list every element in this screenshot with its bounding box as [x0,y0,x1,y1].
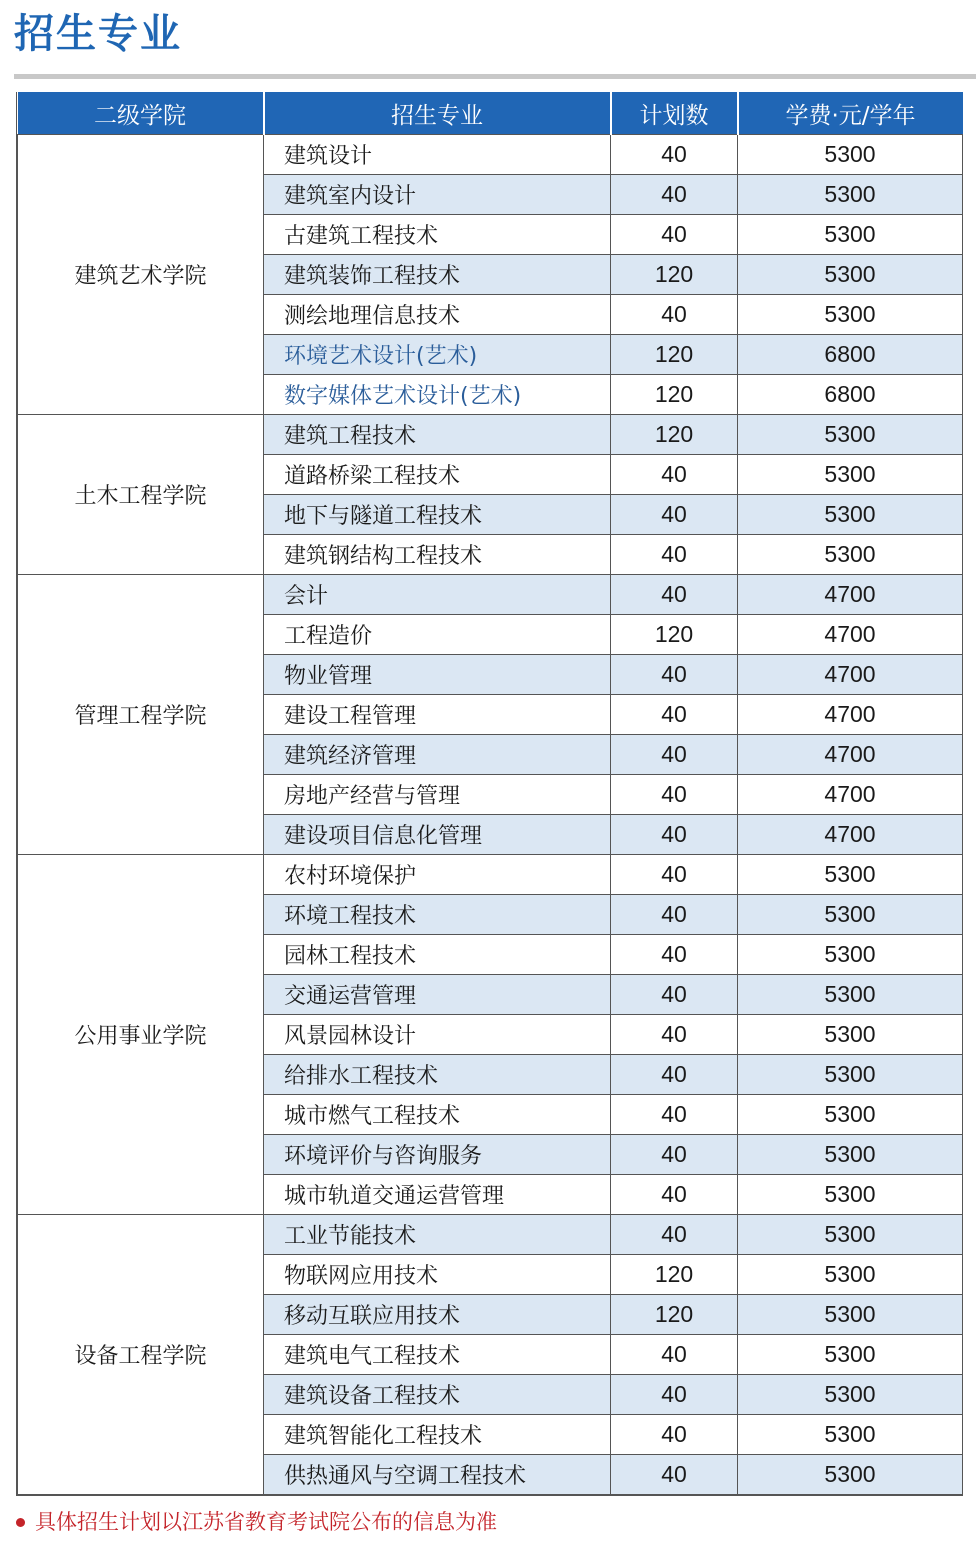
tuition-fee-cell: 5300 [738,1335,963,1375]
plan-count-cell: 40 [611,855,738,895]
tuition-fee-cell: 5300 [738,535,963,575]
plan-count-cell: 40 [611,935,738,975]
plan-count-cell: 40 [611,575,738,615]
major-cell: 风景园林设计 [264,1015,611,1055]
tuition-fee-cell: 5300 [738,1135,963,1175]
major-cell: 会计 [264,575,611,615]
tuition-fee-cell: 4700 [738,615,963,655]
table-body [18,135,963,1495]
header-college: 二级学院 [18,92,264,135]
plan-count-cell: 120 [611,615,738,655]
plan-count-cell: 40 [611,895,738,935]
college-cell: 设备工程学院 [18,1215,264,1495]
tuition-fee-cell: 4700 [738,655,963,695]
title-divider [14,74,976,79]
plan-count-cell: 40 [611,495,738,535]
major-cell: 环境艺术设计(艺术) [264,335,611,375]
plan-count-cell: 120 [611,255,738,295]
tuition-fee-cell: 5300 [738,1175,963,1215]
major-cell: 工业节能技术 [264,1215,611,1255]
table-header-row [18,92,963,135]
plan-count-cell: 40 [611,735,738,775]
major-cell: 城市燃气工程技术 [264,1095,611,1135]
tuition-fee-cell: 5300 [738,1095,963,1135]
college-cell: 土木工程学院 [18,415,264,575]
footnote [16,1508,497,1536]
tuition-fee-cell: 4700 [738,775,963,815]
major-cell: 测绘地理信息技术 [264,295,611,335]
major-cell: 建设项目信息化管理 [264,815,611,855]
plan-count-cell: 40 [611,695,738,735]
college-cell: 公用事业学院 [18,855,264,1215]
table-row [18,135,963,175]
plan-count-cell: 120 [611,1255,738,1295]
plan-count-cell: 40 [611,295,738,335]
plan-count-cell: 40 [611,1335,738,1375]
major-cell: 建筑设备工程技术 [264,1375,611,1415]
header-major: 招生专业 [264,92,611,135]
tuition-fee-cell: 5300 [738,1055,963,1095]
tuition-fee-cell: 5300 [738,975,963,1015]
tuition-fee-cell: 5300 [738,295,963,335]
table-row [18,855,963,895]
enrollment-table-container [16,92,963,1496]
plan-count-cell: 120 [611,1295,738,1335]
tuition-fee-cell: 5300 [738,415,963,455]
tuition-fee-cell: 6800 [738,335,963,375]
tuition-fee-cell: 5300 [738,935,963,975]
major-cell: 建筑电气工程技术 [264,1335,611,1375]
tuition-fee-cell: 6800 [738,375,963,415]
major-cell: 建筑室内设计 [264,175,611,215]
table-row [18,1215,963,1255]
plan-count-cell: 40 [611,1415,738,1455]
tuition-fee-cell: 5300 [738,895,963,935]
major-cell: 数字媒体艺术设计(艺术) [264,375,611,415]
tuition-fee-cell: 5300 [738,175,963,215]
tuition-fee-cell: 5300 [738,1455,963,1495]
plan-count-cell: 40 [611,135,738,175]
tuition-fee-cell: 5300 [738,1375,963,1415]
plan-count-cell: 40 [611,1095,738,1135]
plan-count-cell: 120 [611,335,738,375]
major-cell: 建筑装饰工程技术 [264,255,611,295]
tuition-fee-cell: 5300 [738,215,963,255]
major-cell: 园林工程技术 [264,935,611,975]
header-fee: 学费·元/学年 [738,92,963,135]
major-cell: 供热通风与空调工程技术 [264,1455,611,1495]
major-cell: 环境评价与咨询服务 [264,1135,611,1175]
tuition-fee-cell: 5300 [738,1215,963,1255]
tuition-fee-cell: 4700 [738,695,963,735]
college-cell: 管理工程学院 [18,575,264,855]
page-title: 招生专业 [14,11,182,57]
plan-count-cell: 40 [611,215,738,255]
major-cell: 建设工程管理 [264,695,611,735]
tuition-fee-cell: 5300 [738,455,963,495]
plan-count-cell: 40 [611,1215,738,1255]
plan-count-cell: 120 [611,375,738,415]
plan-count-cell: 40 [611,1455,738,1495]
major-cell: 建筑工程技术 [264,415,611,455]
tuition-fee-cell: 5300 [738,255,963,295]
tuition-fee-cell: 5300 [738,855,963,895]
major-cell: 给排水工程技术 [264,1055,611,1095]
tuition-fee-cell: 5300 [738,1015,963,1055]
major-cell: 工程造价 [264,615,611,655]
plan-count-cell: 40 [611,535,738,575]
college-cell: 建筑艺术学院 [18,135,264,415]
major-cell: 建筑智能化工程技术 [264,1415,611,1455]
tuition-fee-cell: 5300 [738,1255,963,1295]
plan-count-cell: 40 [611,1055,738,1095]
plan-count-cell: 40 [611,655,738,695]
bullet-dot-icon [16,1518,25,1527]
plan-count-cell: 40 [611,775,738,815]
major-cell: 物业管理 [264,655,611,695]
plan-count-cell: 40 [611,1015,738,1055]
major-cell: 环境工程技术 [264,895,611,935]
plan-count-cell: 40 [611,975,738,1015]
table-row [18,415,963,455]
plan-count-cell: 40 [611,815,738,855]
major-cell: 交通运营管理 [264,975,611,1015]
major-cell: 农村环境保护 [264,855,611,895]
plan-count-cell: 40 [611,455,738,495]
plan-count-cell: 40 [611,175,738,215]
plan-count-cell: 120 [611,415,738,455]
tuition-fee-cell: 4700 [738,735,963,775]
major-cell: 移动互联应用技术 [264,1295,611,1335]
major-cell: 古建筑工程技术 [264,215,611,255]
tuition-fee-cell: 4700 [738,815,963,855]
tuition-fee-cell: 5300 [738,495,963,535]
tuition-fee-cell: 5300 [738,1295,963,1335]
major-cell: 城市轨道交通运营管理 [264,1175,611,1215]
enrollment-table [17,92,963,1495]
tuition-fee-cell: 4700 [738,575,963,615]
plan-count-cell: 40 [611,1135,738,1175]
major-cell: 建筑设计 [264,135,611,175]
major-cell: 物联网应用技术 [264,1255,611,1295]
tuition-fee-cell: 5300 [738,135,963,175]
major-cell: 建筑钢结构工程技术 [264,535,611,575]
plan-count-cell: 40 [611,1375,738,1415]
major-cell: 建筑经济管理 [264,735,611,775]
major-cell: 房地产经营与管理 [264,775,611,815]
tuition-fee-cell: 5300 [738,1415,963,1455]
major-cell: 道路桥梁工程技术 [264,455,611,495]
header-plan: 计划数 [611,92,738,135]
footnote-text: 具体招生计划以江苏省教育考试院公布的信息为准 [35,1510,497,1534]
plan-count-cell: 40 [611,1175,738,1215]
table-row [18,575,963,615]
major-cell: 地下与隧道工程技术 [264,495,611,535]
